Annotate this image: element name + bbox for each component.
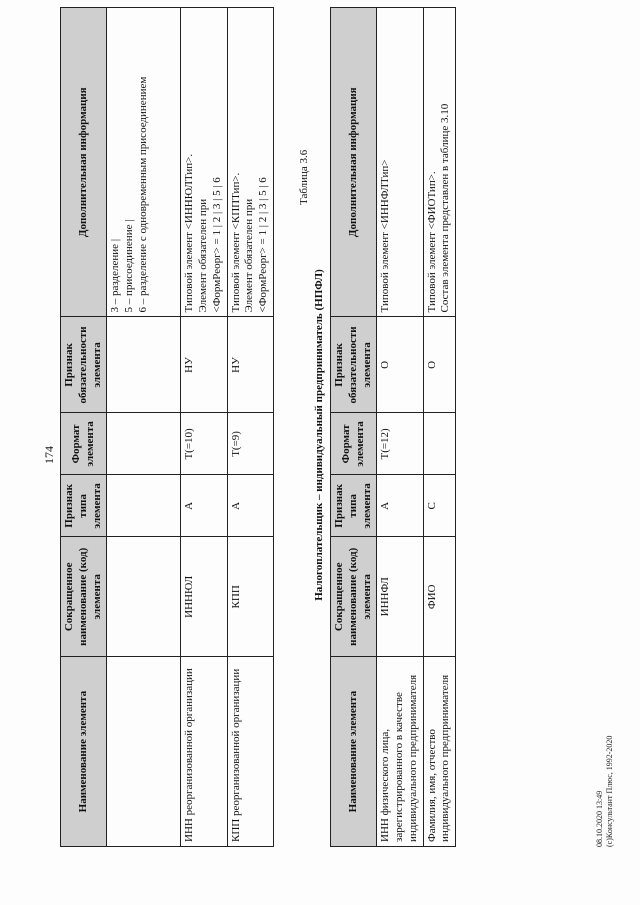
info-line: Состав элемента представлен в таблице 3.10	[439, 103, 452, 313]
cell-type: С	[423, 475, 456, 537]
cell-name: КПП реорганизованной организации	[227, 657, 273, 847]
cell-required: НУ	[181, 317, 227, 413]
table-title: Налогоплательщик – индивидуальный предприниматель (НПФЛ)	[313, 269, 325, 601]
cell-type: А	[227, 475, 273, 537]
header-info: Дополнительная информация	[61, 8, 107, 317]
table-header-row	[331, 8, 377, 847]
info-line: Типовой элемент <ИННЮЛТип>.	[183, 153, 196, 313]
cell-required: О	[423, 317, 456, 413]
table-header-row	[61, 8, 107, 847]
cell-info	[377, 8, 423, 317]
table-row	[181, 8, 227, 847]
info-line: Типовой элемент <КППТип>.	[229, 172, 242, 313]
cell-info	[423, 8, 456, 317]
header-format: Формат элемента	[331, 413, 377, 475]
table-caption: Таблица 3.6	[298, 149, 310, 205]
info-line: 6 – разделение с одновременным присоединением	[136, 76, 149, 313]
header-type: Признак типа элемента	[331, 475, 377, 537]
cell-info	[227, 8, 273, 317]
info-line: <ФормРеорг> = 1 | 2 | 3 | 5 | 6	[210, 177, 223, 313]
table-row	[377, 8, 423, 847]
cell-code	[107, 537, 181, 657]
info-line: <ФормРеорг> = 1 | 2 | 3 | 5 | 6	[257, 177, 269, 313]
table-individual-entrepreneur	[330, 7, 456, 847]
header-code: Сокращенное наименование (код) элемента	[331, 537, 377, 657]
cell-required: НУ	[227, 317, 273, 413]
cell-type: А	[181, 475, 227, 537]
page-number: 174	[42, 446, 56, 464]
cell-name: Фамилия, имя, отчество индивидуального предпринимателя	[423, 657, 456, 847]
cell-code: ФИО	[423, 537, 456, 657]
cell-name: ИНН физического лица, зарегистрированного в качестве индивидуального предпринимателя	[377, 657, 423, 847]
info-line: Элемент обязателен при	[243, 198, 256, 313]
header-name: Наименование элемента	[331, 657, 377, 847]
header-name: Наименование элемента	[61, 657, 107, 847]
info-line: Типовой элемент <ИННФЛТип>	[379, 159, 392, 313]
cell-type	[107, 475, 181, 537]
table-reorganization	[60, 7, 274, 847]
cell-format: T(=9)	[227, 413, 273, 475]
info-line: 5 – присоединение |	[123, 219, 135, 313]
info-line: 3 – разделение |	[109, 238, 122, 313]
table-row	[423, 8, 456, 847]
table-row	[107, 8, 181, 847]
footer-source: (c)Консультант Плюс, 1992-2020	[604, 735, 614, 847]
footer-date: 08.10.2020 13:49	[595, 790, 604, 847]
info-line: Элемент обязателен при	[197, 198, 209, 313]
cell-info	[181, 8, 227, 317]
header-required: Признак обязательности элемента	[331, 317, 377, 413]
cell-name	[107, 657, 181, 847]
cell-info	[107, 8, 181, 317]
cell-format: T(=10)	[181, 413, 227, 475]
header-format: Формат элемента	[61, 413, 107, 475]
footer-stamp	[595, 736, 614, 847]
cell-code: ИННЮЛ	[181, 537, 227, 657]
cell-code: ИННФЛ	[377, 537, 423, 657]
cell-format	[107, 413, 181, 475]
cell-required	[107, 317, 181, 413]
header-type: Признак типа элемента	[61, 475, 107, 537]
table-row	[227, 8, 273, 847]
cell-format	[423, 413, 456, 475]
cell-code: КПП	[227, 537, 273, 657]
header-required: Признак обязательности элемента	[61, 317, 107, 413]
cell-format: T(=12)	[377, 413, 423, 475]
header-code: Сокращенное наименование (код) элемента	[61, 537, 107, 657]
info-line: Типовой элемент <ФИОТип>.	[425, 171, 438, 313]
header-info: Дополнительная информация	[331, 8, 377, 317]
cell-type: А	[377, 475, 423, 537]
cell-name: ИНН реорганизованной организации	[181, 657, 227, 847]
cell-required: О	[377, 317, 423, 413]
